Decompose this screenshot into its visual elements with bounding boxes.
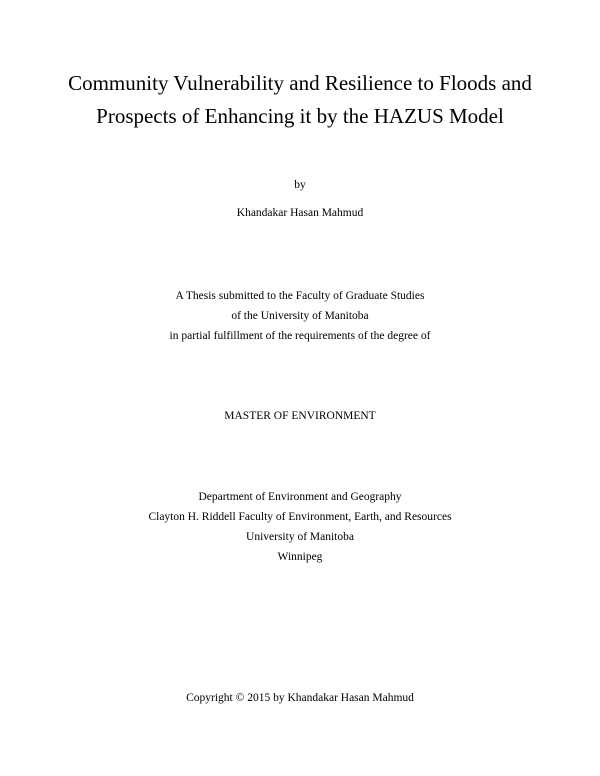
title-line-1: Community Vulnerability and Resilience to Floods and — [68, 71, 532, 95]
author-name: Khandakar Hasan Mahmud — [236, 207, 364, 219]
affiliation-line-4: Winnipeg — [277, 551, 323, 563]
affiliation-line-3: University of Manitoba — [246, 531, 354, 543]
affiliation-line-2: Clayton H. Riddell Faculty of Environment, Earth, and Resources — [148, 511, 452, 523]
by-label: by — [294, 179, 306, 191]
title-line-2: Prospects of Enhancing it by the HAZUS Model — [96, 104, 504, 128]
degree-name: MASTER OF ENVIRONMENT — [224, 410, 376, 422]
copyright-notice: Copyright © 2015 by Khandakar Hasan Mahmud — [186, 692, 414, 704]
submission-line-1: A Thesis submitted to the Faculty of Graduate Studies — [175, 290, 425, 302]
affiliation-line-1: Department of Environment and Geography — [198, 491, 402, 503]
submission-line-2: of the University of Manitoba — [231, 310, 369, 322]
submission-line-3: in partial fulfillment of the requirements of the degree of — [169, 330, 431, 342]
